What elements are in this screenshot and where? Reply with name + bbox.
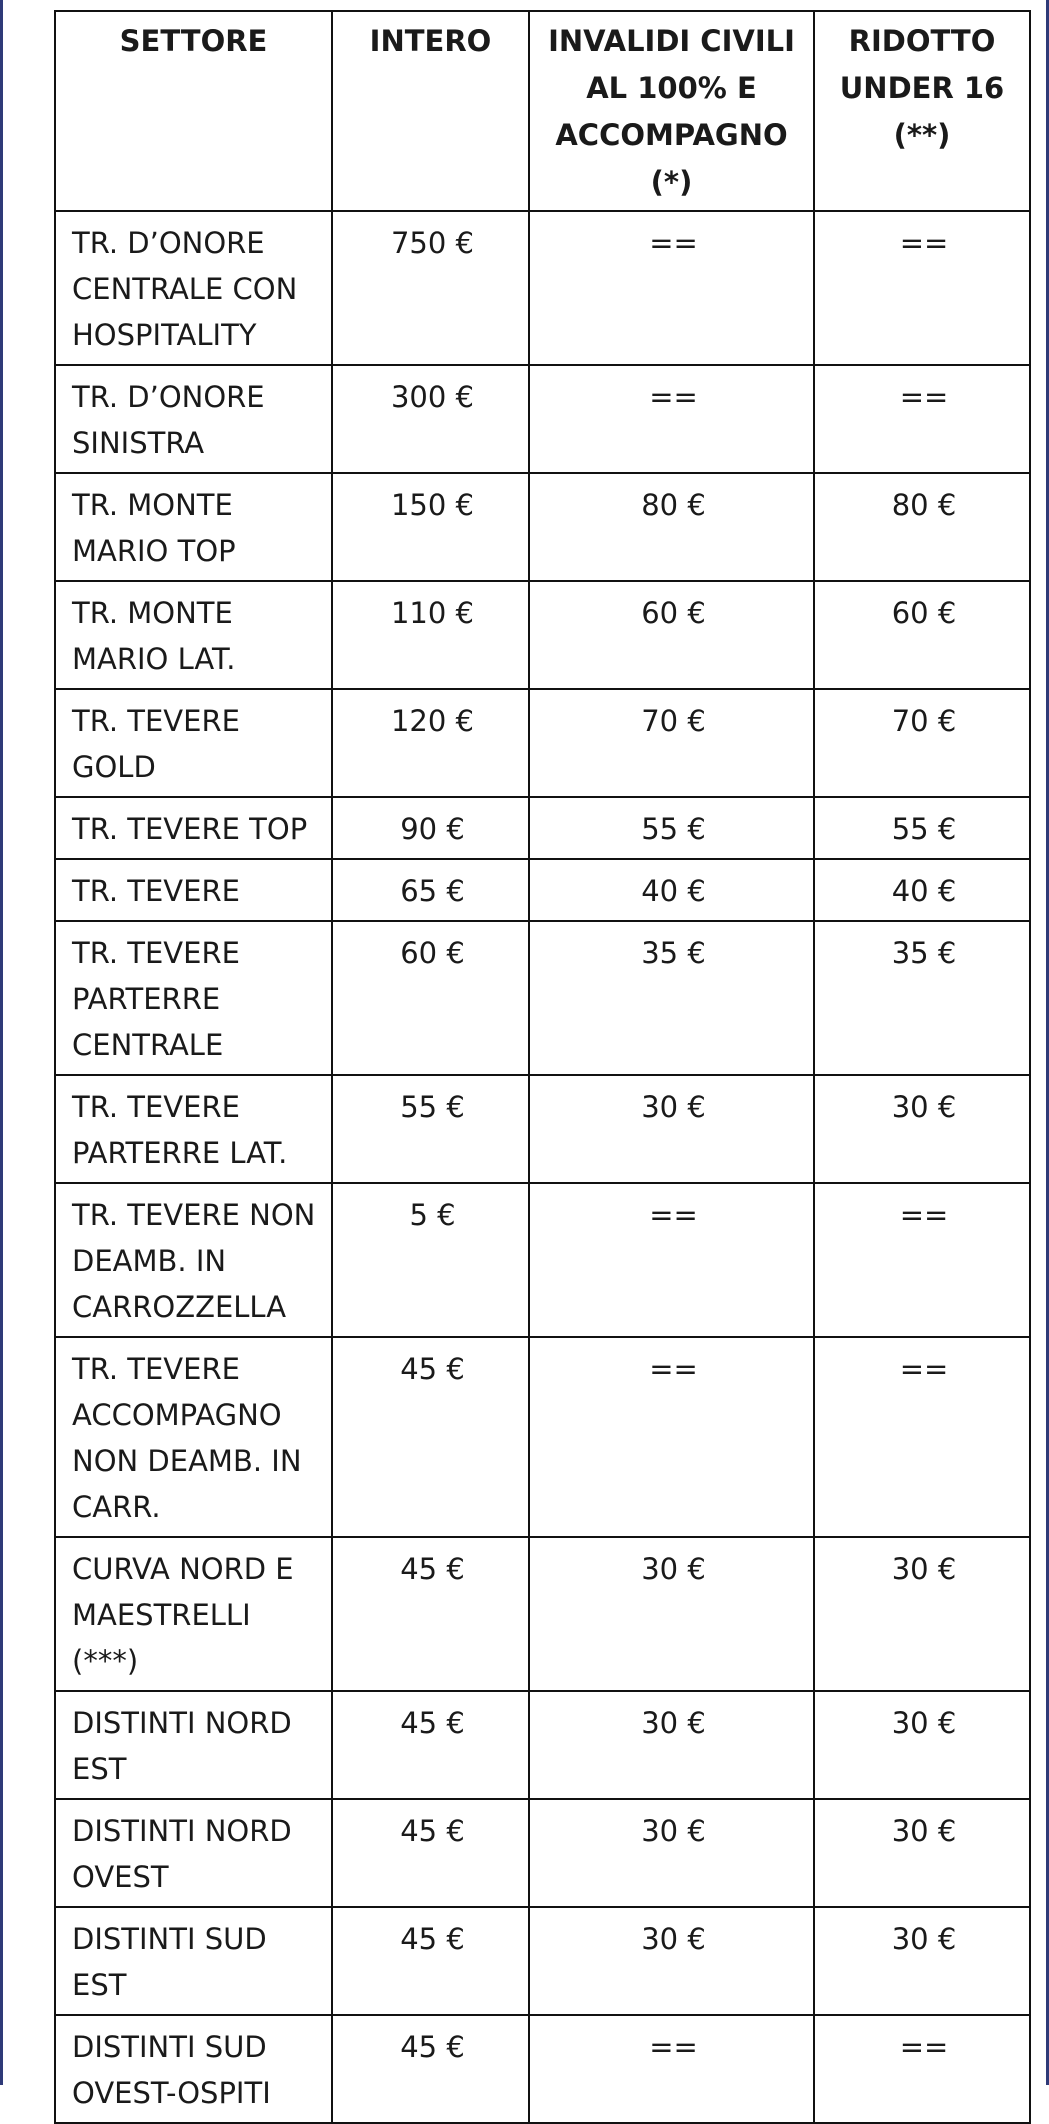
- cell-ridotto: ==: [814, 211, 1030, 365]
- cell-ridotto: 80 €: [814, 473, 1030, 581]
- cell-intero: 300 €: [332, 365, 529, 473]
- cell-intero: 90 €: [332, 797, 529, 859]
- table-row: [55, 921, 1030, 1075]
- cell-intero: 65 €: [332, 859, 529, 921]
- table-row: [55, 211, 1030, 365]
- cell-invalidi: ==: [529, 2015, 814, 2123]
- table-row: [55, 797, 1030, 859]
- table-row: [55, 1907, 1030, 2015]
- cell-intero: 150 €: [332, 473, 529, 581]
- cell-settore: CURVA NORD E MAESTRELLI (***): [55, 1537, 332, 1691]
- table-row: [55, 859, 1030, 921]
- cell-ridotto: 55 €: [814, 797, 1030, 859]
- cell-settore: TR. TEVERE NON DEAMB. IN CARROZZELLA: [55, 1183, 332, 1337]
- cell-intero: 45 €: [332, 1691, 529, 1799]
- table-row: [55, 581, 1030, 689]
- table-row: [55, 689, 1030, 797]
- cell-settore: TR. MONTE MARIO TOP: [55, 473, 332, 581]
- cell-settore: TR. TEVERE ACCOMPAGNO NON DEAMB. IN CARR.: [55, 1337, 332, 1537]
- table-header-row: [55, 11, 1030, 211]
- cell-settore: TR. D’ONORE CENTRALE CON HOSPITALITY: [55, 211, 332, 365]
- table-row: [55, 365, 1030, 473]
- cell-invalidi: 30 €: [529, 1691, 814, 1799]
- cell-ridotto: 30 €: [814, 1799, 1030, 1907]
- cell-settore: DISTINTI SUD EST: [55, 1907, 332, 2015]
- cell-settore: DISTINTI NORD EST: [55, 1691, 332, 1799]
- cell-settore: TR. TEVERE GOLD: [55, 689, 332, 797]
- cell-invalidi: 30 €: [529, 1907, 814, 2015]
- table-row: [55, 1691, 1030, 1799]
- ticket-price-table: [54, 10, 1031, 2124]
- cell-invalidi: ==: [529, 211, 814, 365]
- cell-settore: TR. TEVERE: [55, 859, 332, 921]
- header-settore: SETTORE: [55, 11, 332, 211]
- cell-invalidi: ==: [529, 1337, 814, 1537]
- cell-intero: 45 €: [332, 2015, 529, 2123]
- cell-ridotto: 60 €: [814, 581, 1030, 689]
- cell-intero: 45 €: [332, 1337, 529, 1537]
- cell-invalidi: 35 €: [529, 921, 814, 1075]
- page-border-left: [0, 0, 3, 2085]
- table-row: [55, 1337, 1030, 1537]
- header-ridotto: RIDOTTO UNDER 16 (**): [814, 11, 1030, 211]
- cell-settore: TR. D’ONORE SINISTRA: [55, 365, 332, 473]
- cell-settore: DISTINTI SUD OVEST-OSPITI: [55, 2015, 332, 2123]
- cell-ridotto: 30 €: [814, 1691, 1030, 1799]
- cell-intero: 55 €: [332, 1075, 529, 1183]
- cell-intero: 45 €: [332, 1907, 529, 2015]
- header-intero: INTERO: [332, 11, 529, 211]
- cell-settore: TR. TEVERE TOP: [55, 797, 332, 859]
- cell-invalidi: 30 €: [529, 1537, 814, 1691]
- header-invalidi: INVALIDI CIVILI AL 100% E ACCOMPAGNO (*): [529, 11, 814, 211]
- table-row: [55, 1799, 1030, 1907]
- cell-ridotto: 35 €: [814, 921, 1030, 1075]
- cell-ridotto: 30 €: [814, 1537, 1030, 1691]
- cell-invalidi: ==: [529, 1183, 814, 1337]
- cell-intero: 45 €: [332, 1537, 529, 1691]
- cell-settore: DISTINTI NORD OVEST: [55, 1799, 332, 1907]
- cell-settore: TR. TEVERE PARTERRE LAT.: [55, 1075, 332, 1183]
- cell-invalidi: 30 €: [529, 1799, 814, 1907]
- cell-invalidi: ==: [529, 365, 814, 473]
- cell-ridotto: 30 €: [814, 1907, 1030, 2015]
- cell-invalidi: 55 €: [529, 797, 814, 859]
- cell-intero: 60 €: [332, 921, 529, 1075]
- cell-invalidi: 30 €: [529, 1075, 814, 1183]
- cell-ridotto: 30 €: [814, 1075, 1030, 1183]
- cell-ridotto: ==: [814, 1337, 1030, 1537]
- cell-ridotto: ==: [814, 2015, 1030, 2123]
- cell-intero: 110 €: [332, 581, 529, 689]
- cell-ridotto: ==: [814, 365, 1030, 473]
- cell-settore: TR. MONTE MARIO LAT.: [55, 581, 332, 689]
- cell-ridotto: ==: [814, 1183, 1030, 1337]
- cell-invalidi: 70 €: [529, 689, 814, 797]
- cell-intero: 5 €: [332, 1183, 529, 1337]
- cell-invalidi: 60 €: [529, 581, 814, 689]
- cell-invalidi: 40 €: [529, 859, 814, 921]
- cell-settore: TR. TEVERE PARTERRE CENTRALE: [55, 921, 332, 1075]
- table-row: [55, 473, 1030, 581]
- cell-intero: 45 €: [332, 1799, 529, 1907]
- cell-ridotto: 40 €: [814, 859, 1030, 921]
- cell-intero: 120 €: [332, 689, 529, 797]
- cell-ridotto: 70 €: [814, 689, 1030, 797]
- table-row: [55, 1537, 1030, 1691]
- table-row: [55, 1075, 1030, 1183]
- cell-invalidi: 80 €: [529, 473, 814, 581]
- cell-intero: 750 €: [332, 211, 529, 365]
- table-row: [55, 2015, 1030, 2123]
- table-row: [55, 1183, 1030, 1337]
